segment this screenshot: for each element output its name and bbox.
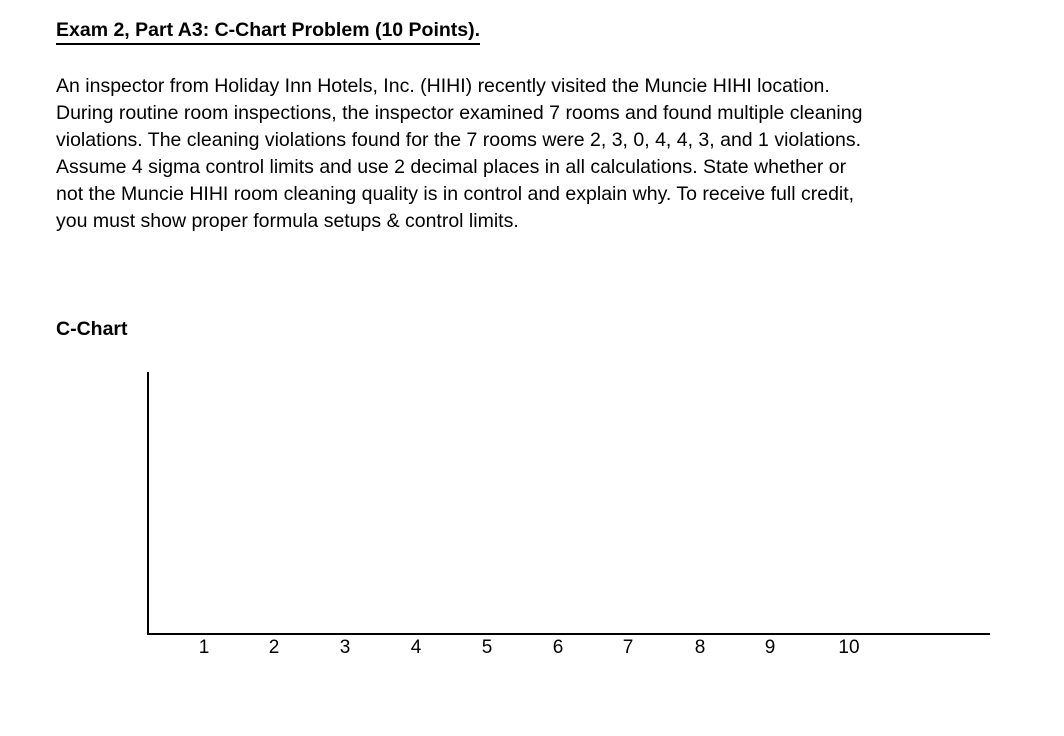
x-tick-label: 3: [339, 637, 351, 658]
x-tick-label: 2: [268, 637, 280, 658]
paragraph-line: Assume 4 sigma control limits and use 2 decimal places in all calculations. State whether or: [56, 156, 847, 178]
x-axis: [147, 633, 990, 635]
x-tick-label: 4: [410, 637, 422, 658]
x-tick-label: 7: [622, 637, 634, 658]
x-tick-label: 9: [764, 637, 776, 658]
paragraph-line: violations. The cleaning violations found for the 7 rooms were 2, 3, 0, 4, 4, 3, and 1 violations.: [56, 129, 862, 151]
exam-title: Exam 2, Part A3: C-Chart Problem (10 Points).: [56, 18, 480, 45]
x-tick-label: 1: [198, 637, 210, 658]
paragraph-line: you must show proper formula setups & control limits.: [56, 210, 519, 232]
chart-label: C-Chart: [56, 318, 128, 340]
x-tick-label: 5: [481, 637, 493, 658]
x-tick-label: 10: [838, 637, 860, 658]
x-tick-label: 6: [552, 637, 564, 658]
problem-statement: [56, 73, 862, 235]
x-tick-label: 8: [694, 637, 706, 658]
paragraph-line: An inspector from Holiday Inn Hotels, Inc. (HIHI) recently visited the Muncie HIHI location.: [56, 75, 830, 97]
paragraph-line: During routine room inspections, the inspector examined 7 rooms and found multiple cleaning: [56, 102, 863, 124]
paragraph-line: not the Muncie HIHI room cleaning quality is in control and explain why. To receive full credit,: [56, 183, 855, 205]
y-axis: [147, 372, 149, 635]
